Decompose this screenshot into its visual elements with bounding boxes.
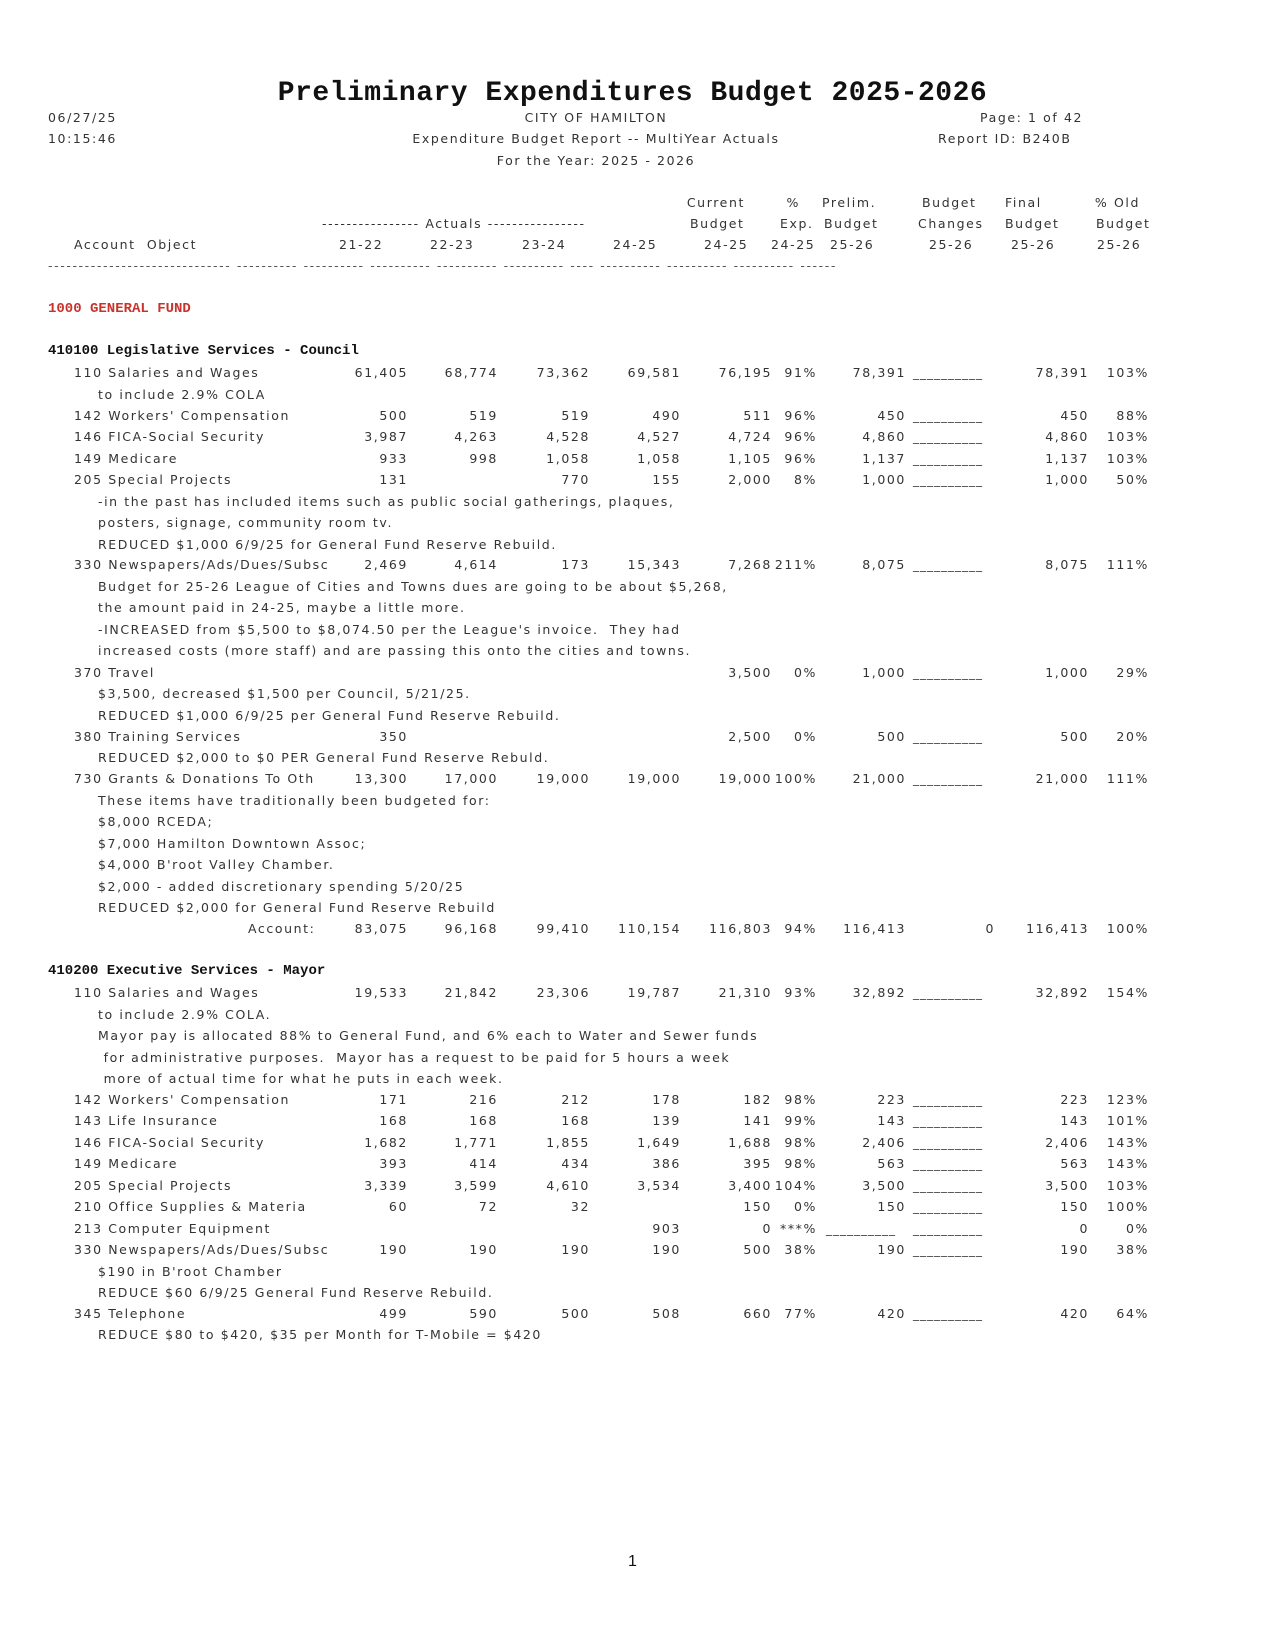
- page-number: 1: [628, 1553, 637, 1570]
- row-actual-21-22: 2,469: [364, 557, 408, 572]
- row-pct-old-budget: 50%: [1116, 472, 1149, 487]
- row-pct-old-budget: 123%: [1106, 1092, 1149, 1107]
- row-note: REDUCED $1,000 6/9/25 per General Fund Reserve Rebuild.: [98, 708, 561, 723]
- row-actual-22-23: 4,263: [454, 429, 498, 444]
- row-pct-old-budget: 88%: [1116, 408, 1149, 423]
- row-actual-21-22: 171: [379, 1092, 408, 1107]
- row-current-budget: 4,724: [728, 429, 772, 444]
- col-y1: 21-22: [339, 237, 384, 252]
- row-actual-21-22: 168: [379, 1113, 408, 1128]
- row-prelim-budget: 21,000: [852, 771, 906, 786]
- total-pct-old-budget: 100%: [1106, 921, 1149, 936]
- row-current-budget: 3,400: [728, 1178, 772, 1193]
- row-final-budget: 500: [1060, 729, 1089, 744]
- row-actual-24-25: 69,581: [627, 365, 681, 380]
- row-pct-exp: 96%: [784, 408, 817, 423]
- col-exp: Exp.: [780, 216, 814, 231]
- row-actual-24-25: 139: [652, 1113, 681, 1128]
- row-pct-old-budget: 154%: [1106, 985, 1149, 1000]
- row-actual-21-22: 499: [379, 1306, 408, 1321]
- row-note: $7,000 Hamilton Downtown Assoc;: [98, 836, 367, 851]
- row-budget-changes: __________: [913, 1157, 983, 1171]
- row-prelim-budget: 78,391: [852, 365, 906, 380]
- row-actual-22-23: 590: [469, 1306, 498, 1321]
- row-budget-changes: __________: [913, 473, 983, 487]
- row-note: REDUCED $1,000 6/9/25 for General Fund Reserve Rebuild.: [98, 537, 557, 552]
- row-actual-22-23: 190: [469, 1242, 498, 1257]
- row-current-budget: 76,195: [718, 365, 772, 380]
- row-note: REDUCE $60 6/9/25 General Fund Reserve Rebuild.: [98, 1285, 494, 1300]
- row-pct-old-budget: 29%: [1116, 665, 1149, 680]
- row-actual-21-22: 19,533: [354, 985, 408, 1000]
- row-pct-exp: 91%: [784, 365, 817, 380]
- row-pct-old-budget: 143%: [1106, 1156, 1149, 1171]
- row-prelim-budget: 143: [877, 1113, 906, 1128]
- row-pct-exp: 98%: [784, 1156, 817, 1171]
- row-current-budget: 511: [743, 408, 772, 423]
- row-account-object: 330 Newspapers/Ads/Dues/Subsc: [74, 1242, 330, 1257]
- section-title: 410100 Legislative Services - Council: [48, 343, 359, 359]
- row-actual-24-25: 155: [652, 472, 681, 487]
- row-final-budget: 190: [1060, 1242, 1089, 1257]
- row-account-object: 110 Salaries and Wages: [74, 985, 260, 1000]
- total-final-budget: 116,413: [1026, 921, 1089, 936]
- row-current-budget: 0: [762, 1221, 772, 1236]
- row-budget-changes: __________: [913, 366, 983, 380]
- row-note: $8,000 RCEDA;: [98, 814, 214, 829]
- row-note: Mayor pay is allocated 88% to General Fund, and 6% each to Water and Sewer funds: [98, 1028, 759, 1043]
- row-final-budget: 2,406: [1045, 1135, 1089, 1150]
- row-actual-21-22: 1,682: [364, 1135, 408, 1150]
- total-account-object: Account:: [248, 921, 316, 936]
- col-budget2: Budget: [824, 216, 879, 231]
- row-note: $4,000 B'root Valley Chamber.: [98, 857, 335, 872]
- row-account-object: 330 Newspapers/Ads/Dues/Subsc: [74, 557, 330, 572]
- row-account-object: 110 Salaries and Wages: [74, 365, 260, 380]
- row-actual-23-24: 173: [561, 557, 590, 572]
- header-separator: ------------------------------ ---------- ---------- ---------- ---------- ---------- ---- ---------- ---------- ---------- ------: [48, 258, 837, 273]
- row-actual-23-24: 1,855: [546, 1135, 590, 1150]
- row-budget-changes: __________: [913, 1222, 983, 1236]
- row-final-budget: 0: [1079, 1221, 1089, 1236]
- row-actual-24-25: 386: [652, 1156, 681, 1171]
- row-account-object: 210 Office Supplies & Materia: [74, 1199, 307, 1214]
- row-account-object: 205 Special Projects: [74, 472, 233, 487]
- row-final-budget: 450: [1060, 408, 1089, 423]
- row-actual-22-23: 17,000: [444, 771, 498, 786]
- row-account-object: 146 FICA-Social Security: [74, 429, 265, 444]
- page-counter: Page: 1 of 42: [980, 110, 1084, 125]
- row-actual-21-22: 350: [379, 729, 408, 744]
- row-actual-21-22: 61,405: [354, 365, 408, 380]
- fund-heading: 1000 GENERAL FUND: [48, 301, 191, 317]
- row-actual-23-24: 73,362: [536, 365, 590, 380]
- col-y7: 25-26: [830, 237, 875, 252]
- col-final: Final: [1005, 195, 1042, 210]
- row-actual-23-24: 23,306: [536, 985, 590, 1000]
- row-pct-old-budget: 103%: [1106, 1178, 1149, 1193]
- row-actual-23-24: 1,058: [546, 451, 590, 466]
- row-prelim-budget: 1,000: [862, 472, 906, 487]
- row-actual-22-23: 3,599: [454, 1178, 498, 1193]
- row-note: increased costs (more staff) and are passing this onto the cities and towns.: [98, 643, 692, 658]
- row-actual-23-24: 32: [570, 1199, 590, 1214]
- row-actual-23-24: 519: [561, 408, 590, 423]
- row-pct-old-budget: 38%: [1116, 1242, 1149, 1257]
- row-final-budget: 3,500: [1045, 1178, 1089, 1193]
- row-actual-23-24: 770: [561, 472, 590, 487]
- row-note: $2,000 - added discretionary spending 5/20/25: [98, 879, 465, 894]
- row-pct-old-budget: 103%: [1106, 365, 1149, 380]
- row-actual-24-25: 178: [652, 1092, 681, 1107]
- row-actual-24-25: 190: [652, 1242, 681, 1257]
- row-budget-changes: __________: [913, 772, 983, 786]
- row-budget-changes: __________: [913, 666, 983, 680]
- row-pct-exp: 0%: [793, 1199, 817, 1214]
- row-budget-changes: __________: [913, 452, 983, 466]
- row-pct-old-budget: 103%: [1106, 451, 1149, 466]
- row-account-object: 730 Grants & Donations To Oth: [74, 771, 315, 786]
- row-note: more of actual time for what he puts in each week.: [98, 1071, 504, 1086]
- row-pct-old-budget: 143%: [1106, 1135, 1149, 1150]
- row-budget-changes: __________: [913, 1243, 983, 1257]
- row-current-budget: 19,000: [718, 771, 772, 786]
- row-actual-24-25: 1,058: [637, 451, 681, 466]
- row-final-budget: 1,000: [1045, 472, 1089, 487]
- row-final-budget: 223: [1060, 1092, 1089, 1107]
- row-actual-24-25: 508: [652, 1306, 681, 1321]
- row-current-budget: 660: [743, 1306, 772, 1321]
- row-pct-old-budget: 103%: [1106, 429, 1149, 444]
- row-account-object: 345 Telephone: [74, 1306, 187, 1321]
- row-note: Budget for 25-26 League of Cities and Towns dues are going to be about $5,268,: [98, 579, 728, 594]
- page-title: Preliminary Expenditures Budget 2025-2026: [277, 78, 988, 109]
- col-pct-old: % Old: [1094, 195, 1140, 210]
- row-note: for administrative purposes. Mayor has a request to be paid for 5 hours a week: [98, 1050, 731, 1065]
- row-actual-23-24: 19,000: [536, 771, 590, 786]
- col-actuals: ---------------- Actuals ----------------: [322, 216, 586, 231]
- row-pct-old-budget: 20%: [1116, 729, 1149, 744]
- row-budget-changes: __________: [913, 1093, 983, 1107]
- row-actual-24-25: 19,000: [627, 771, 681, 786]
- row-budget-changes: __________: [913, 1307, 983, 1321]
- row-pct-old-budget: 111%: [1106, 771, 1149, 786]
- row-actual-24-25: 15,343: [627, 557, 681, 572]
- row-final-budget: 150: [1060, 1199, 1089, 1214]
- row-pct-old-budget: 111%: [1106, 557, 1149, 572]
- row-account-object: 213 Computer Equipment: [74, 1221, 271, 1236]
- col-changes: Changes: [918, 216, 984, 231]
- row-current-budget: 141: [743, 1113, 772, 1128]
- row-prelim-budget: 8,075: [862, 557, 906, 572]
- row-final-budget: 32,892: [1035, 985, 1089, 1000]
- row-pct-exp: 96%: [784, 451, 817, 466]
- row-final-budget: 1,137: [1045, 451, 1089, 466]
- col-budget3: Budget: [1005, 216, 1060, 231]
- row-actual-23-24: 434: [561, 1156, 590, 1171]
- row-note: $190 in B'root Chamber: [98, 1264, 283, 1279]
- row-current-budget: 182: [743, 1092, 772, 1107]
- row-actual-23-24: 500: [561, 1306, 590, 1321]
- city-name: CITY OF HAMILTON: [524, 110, 668, 125]
- row-note: posters, signage, community room tv.: [98, 515, 394, 530]
- row-actual-22-23: 72: [478, 1199, 498, 1214]
- row-actual-24-25: 3,534: [637, 1178, 681, 1193]
- row-prelim-budget: 3,500: [862, 1178, 906, 1193]
- row-prelim-budget: 150: [877, 1199, 906, 1214]
- total-actual-23-24: 99,410: [536, 921, 590, 936]
- col-y4: 24-25: [613, 237, 658, 252]
- row-current-budget: 500: [743, 1242, 772, 1257]
- row-actual-21-22: 13,300: [354, 771, 408, 786]
- col-y9: 25-26: [1011, 237, 1056, 252]
- row-pct-exp: ***%: [779, 1221, 817, 1236]
- row-budget-changes: __________: [913, 986, 983, 1000]
- row-prelim-budget: 420: [877, 1306, 906, 1321]
- row-prelim-budget: 190: [877, 1242, 906, 1257]
- row-actual-24-25: 19,787: [627, 985, 681, 1000]
- col-budget4: Budget: [1096, 216, 1151, 231]
- row-budget-changes: __________: [913, 430, 983, 444]
- row-actual-22-23: 414: [469, 1156, 498, 1171]
- row-current-budget: 21,310: [718, 985, 772, 1000]
- row-current-budget: 150: [743, 1199, 772, 1214]
- row-pct-old-budget: 100%: [1106, 1199, 1149, 1214]
- row-current-budget: 7,268: [728, 557, 772, 572]
- row-account-object: 142 Workers' Compensation: [74, 408, 291, 423]
- row-actual-23-24: 190: [561, 1242, 590, 1257]
- col-pct: %: [786, 195, 800, 210]
- row-current-budget: 1,688: [728, 1135, 772, 1150]
- report-time: 10:15:46: [48, 131, 117, 146]
- row-final-budget: 563: [1060, 1156, 1089, 1171]
- report-id: Report ID: B240B: [938, 131, 1072, 146]
- row-note: REDUCED $2,000 to $0 PER General Fund Reserve Rebuld.: [98, 750, 550, 765]
- row-pct-old-budget: 64%: [1116, 1306, 1149, 1321]
- row-pct-exp: 93%: [784, 985, 817, 1000]
- col-prelim: Prelim.: [822, 195, 877, 210]
- col-y8: 25-26: [929, 237, 974, 252]
- total-actual-21-22: 83,075: [354, 921, 408, 936]
- row-note: to include 2.9% COLA.: [98, 1007, 272, 1022]
- row-prelim-budget: 1,137: [862, 451, 906, 466]
- row-budget-changes: __________: [913, 558, 983, 572]
- row-account-object: 146 FICA-Social Security: [74, 1135, 265, 1150]
- row-actual-21-22: 60: [388, 1199, 408, 1214]
- row-pct-old-budget: 0%: [1125, 1221, 1149, 1236]
- row-pct-exp: 96%: [784, 429, 817, 444]
- row-pct-exp: 100%: [774, 771, 817, 786]
- row-final-budget: 143: [1060, 1113, 1089, 1128]
- row-pct-exp: 98%: [784, 1092, 817, 1107]
- row-actual-21-22: 500: [379, 408, 408, 423]
- row-actual-21-22: 393: [379, 1156, 408, 1171]
- row-current-budget: 3,500: [728, 665, 772, 680]
- row-prelim-budget: 1,000: [862, 665, 906, 680]
- row-pct-exp: 104%: [774, 1178, 817, 1193]
- row-actual-22-23: 998: [469, 451, 498, 466]
- total-actual-22-23: 96,168: [444, 921, 498, 936]
- row-budget-changes: __________: [913, 1179, 983, 1193]
- row-note: $3,500, decreased $1,500 per Council, 5/21/25.: [98, 686, 471, 701]
- row-final-budget: 8,075: [1045, 557, 1089, 572]
- row-prelim-budget: __________: [826, 1222, 896, 1236]
- total-prelim-budget: 116,413: [843, 921, 906, 936]
- row-prelim-budget: 2,406: [862, 1135, 906, 1150]
- row-final-budget: 78,391: [1035, 365, 1089, 380]
- row-pct-exp: 38%: [784, 1242, 817, 1257]
- row-account-object: 142 Workers' Compensation: [74, 1092, 291, 1107]
- total-current-budget: 116,803: [709, 921, 772, 936]
- row-note: the amount paid in 24-25, maybe a little more.: [98, 600, 466, 615]
- col-budget: Budget: [690, 216, 745, 231]
- row-pct-exp: 0%: [793, 665, 817, 680]
- row-actual-21-22: 933: [379, 451, 408, 466]
- row-final-budget: 4,860: [1045, 429, 1089, 444]
- report-year: For the Year: 2025 - 2026: [496, 153, 696, 168]
- row-current-budget: 2,500: [728, 729, 772, 744]
- row-budget-changes: __________: [913, 1114, 983, 1128]
- row-account-object: 380 Training Services: [74, 729, 242, 744]
- col-y3: 23-24: [522, 237, 567, 252]
- row-budget-changes: __________: [913, 730, 983, 744]
- total-actual-24-25: 110,154: [618, 921, 681, 936]
- row-actual-23-24: 4,528: [546, 429, 590, 444]
- row-prelim-budget: 450: [877, 408, 906, 423]
- row-prelim-budget: 500: [877, 729, 906, 744]
- section-title: 410200 Executive Services - Mayor: [48, 963, 326, 979]
- row-actual-22-23: 21,842: [444, 985, 498, 1000]
- row-note: to include 2.9% COLA: [98, 387, 266, 402]
- row-account-object: 149 Medicare: [74, 451, 179, 466]
- total-pct-exp: 94%: [784, 921, 817, 936]
- row-actual-21-22: 3,339: [364, 1178, 408, 1193]
- row-note: REDUCE $80 to $420, $35 per Month for T-Mobile = $420: [98, 1327, 542, 1342]
- row-pct-exp: 211%: [774, 557, 817, 572]
- row-note: -in the past has included items such as public social gatherings, plaques,: [98, 494, 675, 509]
- row-account-object: 149 Medicare: [74, 1156, 179, 1171]
- row-note: REDUCED $2,000 for General Fund Reserve Rebuild: [98, 900, 496, 915]
- row-actual-23-24: 212: [561, 1092, 590, 1107]
- row-prelim-budget: 4,860: [862, 429, 906, 444]
- row-budget-changes: __________: [913, 1200, 983, 1214]
- row-current-budget: 2,000: [728, 472, 772, 487]
- row-account-object: 143 Life Insurance: [74, 1113, 219, 1128]
- col-current: Current: [686, 195, 745, 210]
- row-prelim-budget: 32,892: [852, 985, 906, 1000]
- row-actual-22-23: 168: [469, 1113, 498, 1128]
- row-final-budget: 1,000: [1045, 665, 1089, 680]
- row-note: These items have traditionally been budgeted for:: [98, 793, 491, 808]
- row-actual-24-25: 903: [652, 1221, 681, 1236]
- row-actual-23-24: 4,610: [546, 1178, 590, 1193]
- row-account-object: 205 Special Projects: [74, 1178, 233, 1193]
- col-y2: 22-23: [430, 237, 475, 252]
- row-actual-22-23: 519: [469, 408, 498, 423]
- col-account-object: Account Object: [74, 237, 198, 252]
- row-prelim-budget: 223: [877, 1092, 906, 1107]
- row-actual-22-23: 4,614: [454, 557, 498, 572]
- row-actual-23-24: 168: [561, 1113, 590, 1128]
- row-actual-24-25: 1,649: [637, 1135, 681, 1150]
- total-budget-changes: 0: [985, 921, 995, 936]
- row-current-budget: 1,105: [728, 451, 772, 466]
- row-pct-exp: 98%: [784, 1135, 817, 1150]
- col-budget-changes-hdr: Budget: [922, 195, 977, 210]
- row-pct-exp: 77%: [784, 1306, 817, 1321]
- row-pct-old-budget: 101%: [1106, 1113, 1149, 1128]
- row-actual-24-25: 490: [652, 408, 681, 423]
- row-note: -INCREASED from $5,500 to $8,074.50 per the League's invoice. They had: [98, 622, 681, 637]
- row-account-object: 370 Travel: [74, 665, 155, 680]
- row-current-budget: 395: [743, 1156, 772, 1171]
- row-pct-exp: 0%: [793, 729, 817, 744]
- report-subtitle: Expenditure Budget Report -- MultiYear Actuals: [412, 131, 780, 146]
- row-actual-21-22: 190: [379, 1242, 408, 1257]
- col-y6: 24-25: [771, 237, 816, 252]
- row-budget-changes: __________: [913, 1136, 983, 1150]
- row-actual-22-23: 1,771: [454, 1135, 498, 1150]
- row-final-budget: 21,000: [1035, 771, 1089, 786]
- row-actual-21-22: 131: [379, 472, 408, 487]
- col-y10: 25-26: [1097, 237, 1142, 252]
- row-actual-21-22: 3,987: [364, 429, 408, 444]
- row-pct-exp: 99%: [784, 1113, 817, 1128]
- row-pct-exp: 8%: [793, 472, 817, 487]
- row-actual-22-23: 216: [469, 1092, 498, 1107]
- row-actual-22-23: 68,774: [444, 365, 498, 380]
- col-y5: 24-25: [704, 237, 749, 252]
- row-final-budget: 420: [1060, 1306, 1089, 1321]
- row-budget-changes: __________: [913, 409, 983, 423]
- row-prelim-budget: 563: [877, 1156, 906, 1171]
- row-actual-24-25: 4,527: [637, 429, 681, 444]
- report-date: 06/27/25: [48, 110, 117, 125]
